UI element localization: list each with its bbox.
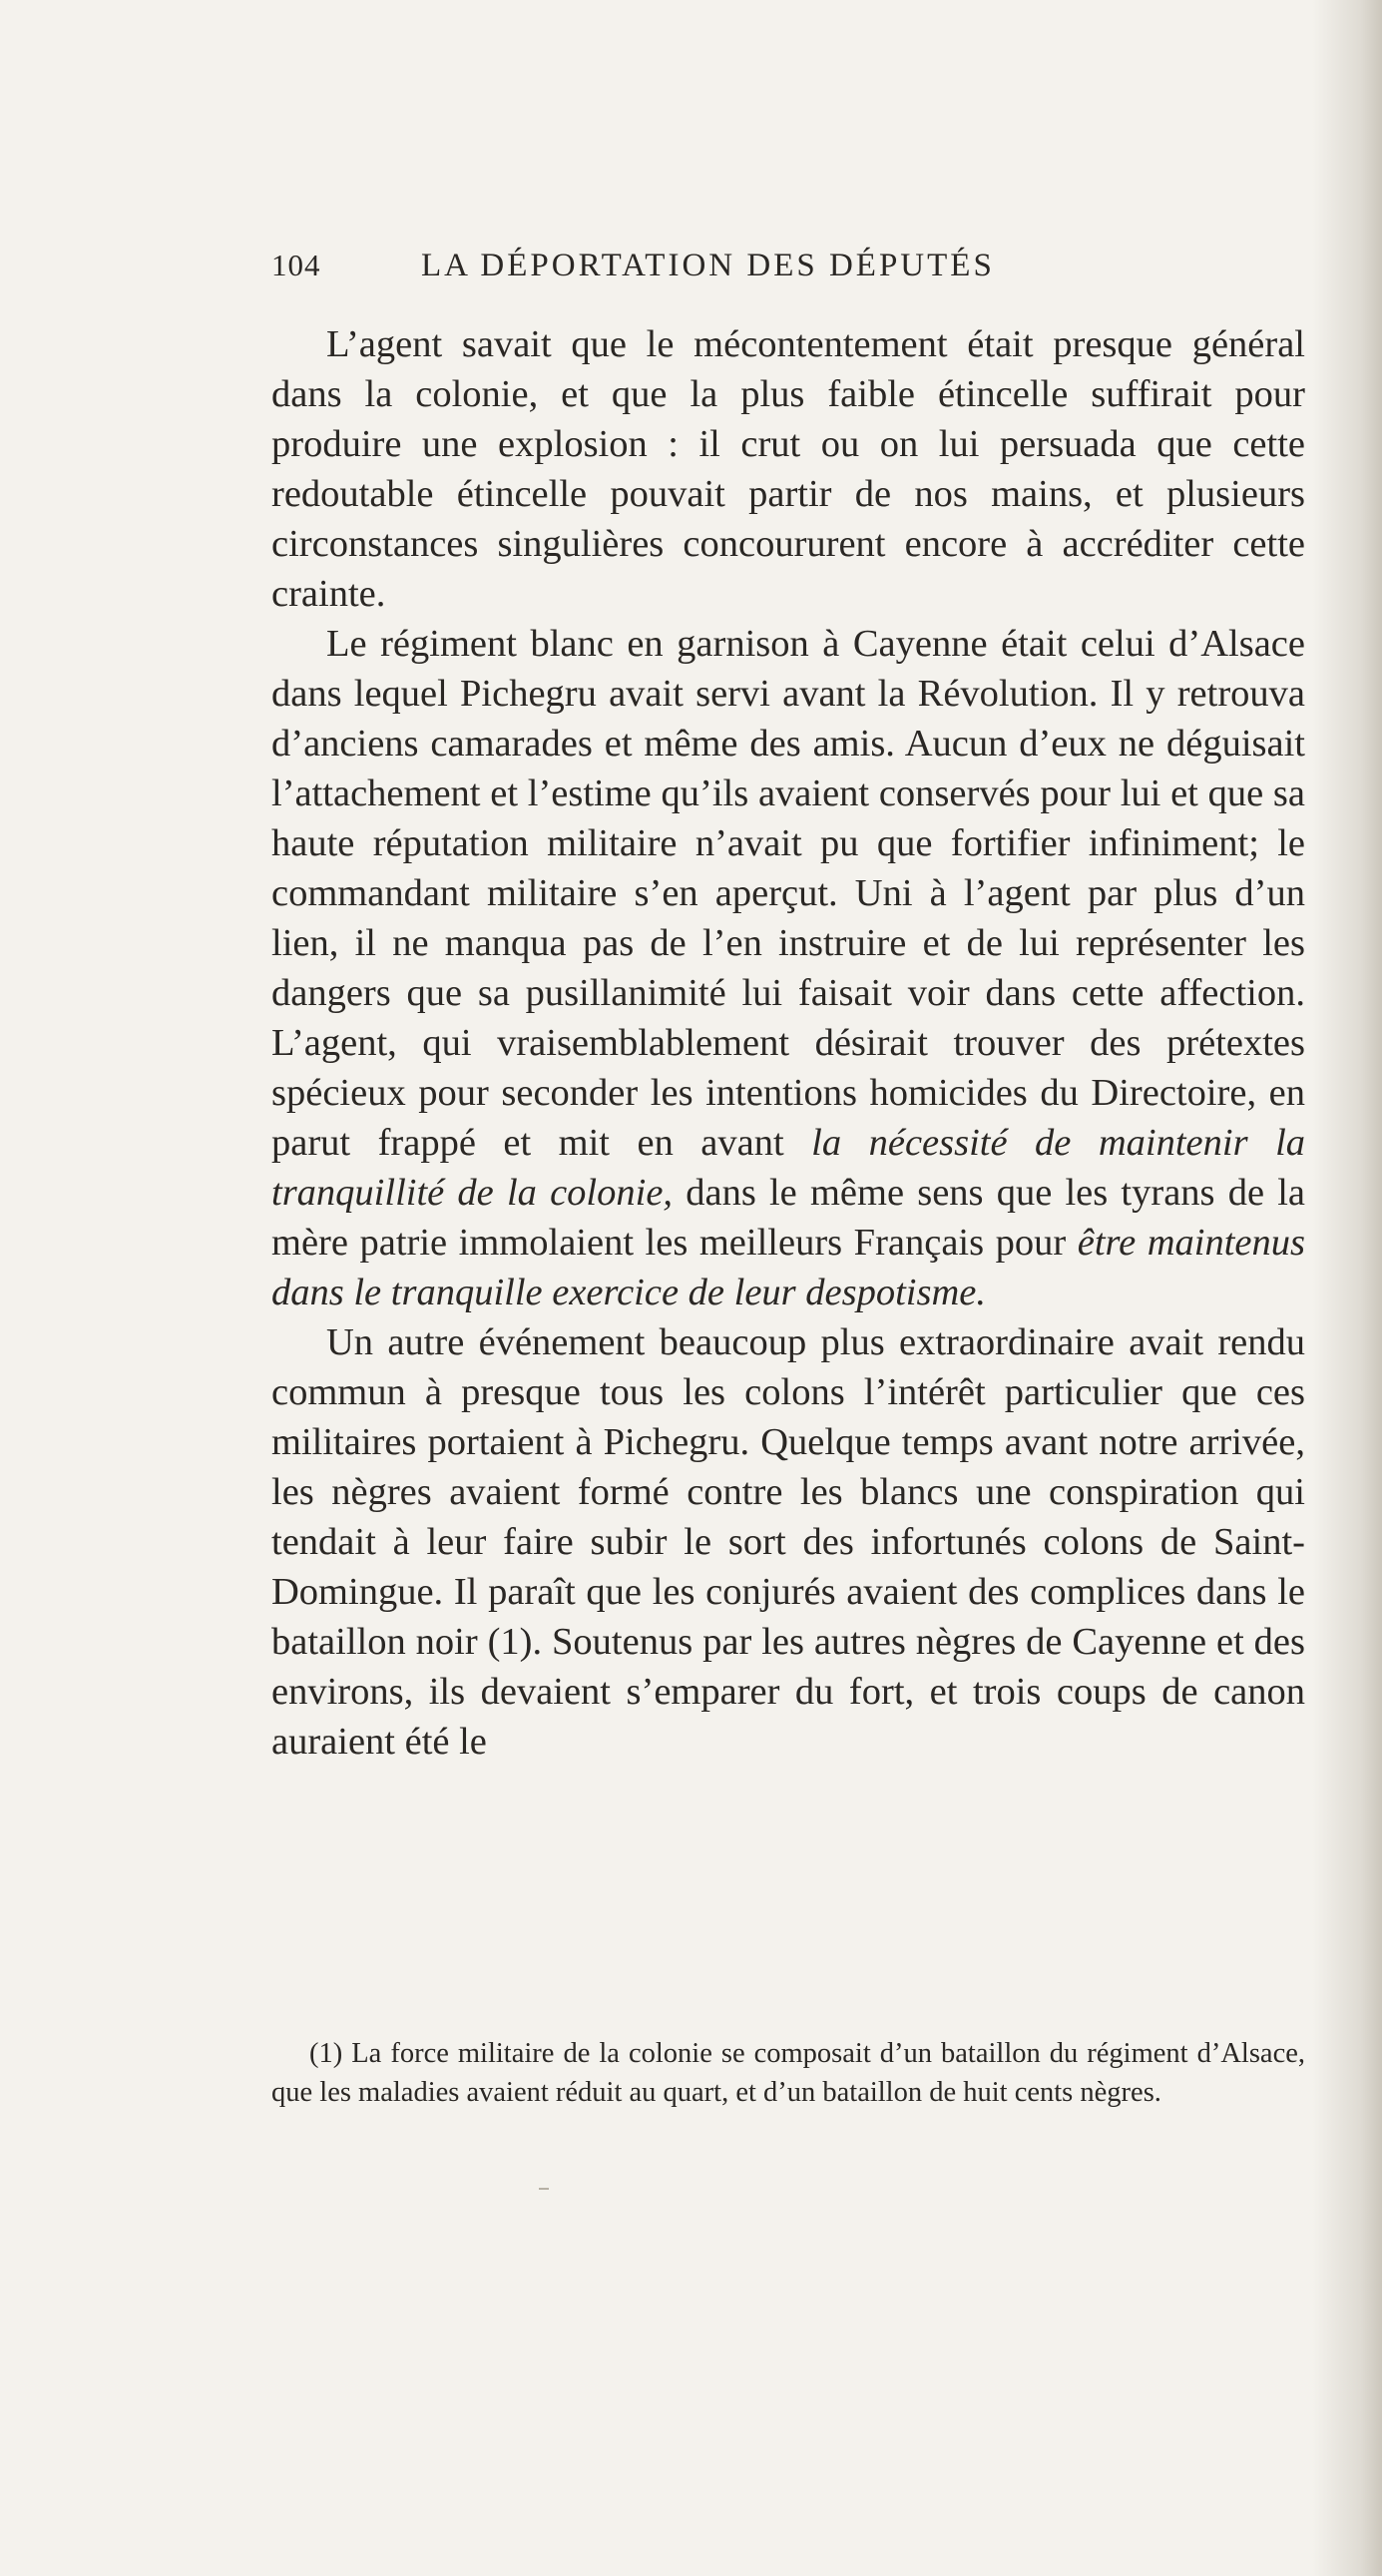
footnote-text: La force militaire de la colonie se composait d’un bataillon du régiment d’Alsace, que les maladies avaient réduit au quart, et d’un bataillon de huit cents nègres. — [271, 2038, 1306, 2108]
page-edge-shadow — [1312, 0, 1382, 2576]
paragraph-2-italic-2: être maintenus dans le tranquille exercice de leur despotisme. — [271, 1222, 1305, 1313]
running-head — [271, 248, 1269, 297]
paragraph-2-text-1: Le régiment blanc en garnison à Cayenne était celui d’Alsace dans lequel Pichegru avait servi avant la Révolution. Il y retrouva d’anciens camarades et même des amis. Aucun d’eux ne déguisait l’attachement et l’estime qu’ils avaient conservés pour lui et que sa haute réputation militaire n’avait pu que fortifier infiniment; le commandant militaire s’en aperçut. Uni à l’agent par plus d’un lien, il ne manqua pas de l’en instruire et de lui représenter les dangers que sa pusillanimité lui faisait voir dans cette affection. L’agent, qui vraisemblablement désirait trouver des prétextes spécieux pour seconder les intentions homicides du Directoire, en parut frappé et mit en avant — [271, 623, 1305, 1164]
paragraph-3-text-1: Un autre événement beaucoup plus extraordinaire avait rendu commun à presque tous les colons l’intérêt particulier que ces militaires portaient à Pichegru. Quelque temps avant notre arrivée, les nègres avaient formé contre les blancs une conspiration qui tendait à leur faire subir le sort des infortunés colons de Saint-Domingue. Il paraît que les conjurés avaient des complices dans le bataillon noir — [271, 1321, 1305, 1663]
footnote-marker: (1) — [309, 2038, 343, 2069]
body-text — [271, 319, 1305, 1767]
paragraph-2-italic-1: la nécessité de maintenir la tranquillité de la colonie, — [271, 1122, 1306, 1214]
paragraph-2 — [271, 619, 1305, 1317]
paragraph-2-text-2: dans le même sens que les tyrans de la mère patrie immolaient les meilleurs Français pour — [271, 1172, 1306, 1264]
paragraph-3-text-2: . Soutenus par les autres nègres de Cayenne et des environs, ils devaient s’emparer du fort, et trois coups de canon auraient été le — [271, 1621, 1306, 1763]
footnotes — [271, 2034, 1305, 2112]
paper-speck — [539, 2188, 549, 2190]
footnote-reference[interactable]: (1) — [487, 1621, 533, 1663]
paragraph-1 — [271, 319, 1305, 619]
running-title: LA DÉPORTATION DES DÉPUTÉS — [421, 248, 995, 283]
footnote-1 — [271, 2034, 1305, 2112]
page-number: 104 — [271, 248, 321, 282]
paragraph-3 — [271, 1317, 1305, 1767]
paragraph-1-text: L’agent savait que le mécontentement était presque général dans la colonie, et que la plus faible étincelle suffirait pour produire une explosion : il crut ou on lui persuada que cette redoutable étincelle pouvait partir de nos mains, et plusieurs circonstances singulières concoururent encore à accréditer cette crainte. — [271, 323, 1305, 615]
